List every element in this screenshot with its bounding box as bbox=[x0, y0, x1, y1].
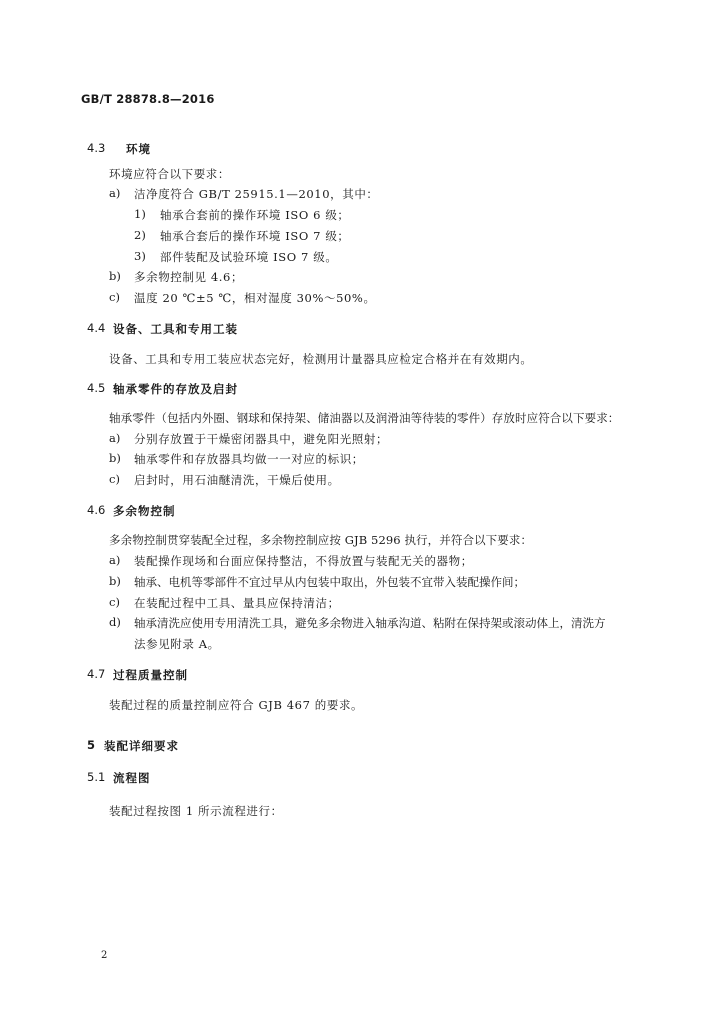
list-marker: 2) bbox=[134, 228, 146, 242]
section-number-4-7: 4.7 bbox=[87, 667, 106, 681]
paragraph-4-3-intro: 环境应符合以下要求： bbox=[109, 167, 230, 181]
list-item: 轴承零件和存放器具均做一一对应的标识； bbox=[134, 452, 364, 466]
paragraph-4-4: 设备、工具和专用工装应状态完好，检测用计量器具应检定合格并在有效期内。 bbox=[109, 352, 533, 366]
list-marker: c) bbox=[109, 595, 120, 609]
section-title-4-5: 轴承零件的存放及启封 bbox=[113, 382, 238, 396]
list-marker: a) bbox=[109, 431, 121, 445]
list-marker: a) bbox=[109, 553, 121, 567]
list-item: 在装配过程中工具、量具应保持清洁； bbox=[134, 596, 340, 610]
section-title-4-6: 多余物控制 bbox=[113, 504, 176, 518]
list-marker: b) bbox=[109, 574, 121, 588]
list-item: 轴承清洗应使用专用清洗工具，避免多余物进入轴承沟道、粘附在保持架或滚动体上，清洗方 bbox=[134, 616, 606, 630]
list-item: 温度 20 ℃±5 ℃，相对湿度 30%～50%。 bbox=[134, 291, 376, 305]
section-number-4-5: 4.5 bbox=[87, 381, 106, 395]
paragraph-4-7: 装配过程的质量控制应符合 GJB 467 的要求。 bbox=[109, 698, 364, 712]
section-number-4-3: 4.3 bbox=[87, 141, 106, 155]
list-item: 洁净度符合 GB/T 25915.1—2010，其中： bbox=[134, 187, 379, 201]
list-marker: 3) bbox=[134, 249, 146, 263]
section-title-4-3: 环境 bbox=[126, 142, 151, 156]
list-item: 轴承合套后的操作环境 ISO 7 级； bbox=[160, 229, 350, 243]
section-number-5-1: 5.1 bbox=[87, 770, 106, 784]
list-item: 部件装配及试验环境 ISO 7 级。 bbox=[160, 250, 338, 264]
paragraph-4-5-intro: 轴承零件（包括内外圈、钢球和保持架、储油器以及润滑油等待装的零件）存放时应符合以下要求： bbox=[109, 411, 620, 425]
list-marker: 1) bbox=[134, 207, 146, 221]
list-item: 装配操作现场和台面应保持整洁，不得放置与装配无关的器物； bbox=[134, 554, 473, 568]
document-number: GB/T 28878.8—2016 bbox=[81, 92, 215, 106]
list-item: 启封时，用石油醚清洗，干燥后使用。 bbox=[134, 473, 340, 487]
paragraph-4-6-intro: 多余物控制贯穿装配全过程，多余物控制应按 GJB 5296 执行，并符合以下要求： bbox=[109, 533, 533, 547]
section-number-4-4: 4.4 bbox=[87, 321, 106, 335]
list-item: 轴承合套前的操作环境 ISO 6 级； bbox=[160, 208, 350, 222]
page-number: 2 bbox=[101, 950, 108, 961]
list-marker: b) bbox=[109, 451, 121, 465]
section-number-5: 5 bbox=[87, 738, 96, 752]
list-marker: c) bbox=[109, 472, 120, 486]
list-marker: a) bbox=[109, 186, 121, 200]
list-item-continuation: 法参见附录 A。 bbox=[134, 637, 220, 651]
list-item: 轴承、电机等零部件不宜过早从内包装中取出，外包装不宜带入装配操作间； bbox=[134, 575, 525, 589]
list-marker: d) bbox=[109, 615, 121, 629]
list-marker: b) bbox=[109, 269, 121, 283]
paragraph-5-1: 装配过程按图 1 所示流程进行： bbox=[109, 804, 283, 818]
list-item: 分别存放置于干燥密闭器具中，避免阳光照射； bbox=[134, 432, 389, 446]
list-marker: c) bbox=[109, 290, 120, 304]
section-number-4-6: 4.6 bbox=[87, 503, 106, 517]
section-title-4-4: 设备、工具和专用工装 bbox=[113, 322, 238, 336]
list-item: 多余物控制见 4.6； bbox=[134, 270, 244, 284]
section-title-4-7: 过程质量控制 bbox=[113, 668, 188, 682]
section-title-5: 装配详细要求 bbox=[104, 739, 179, 753]
section-title-5-1: 流程图 bbox=[113, 771, 151, 785]
